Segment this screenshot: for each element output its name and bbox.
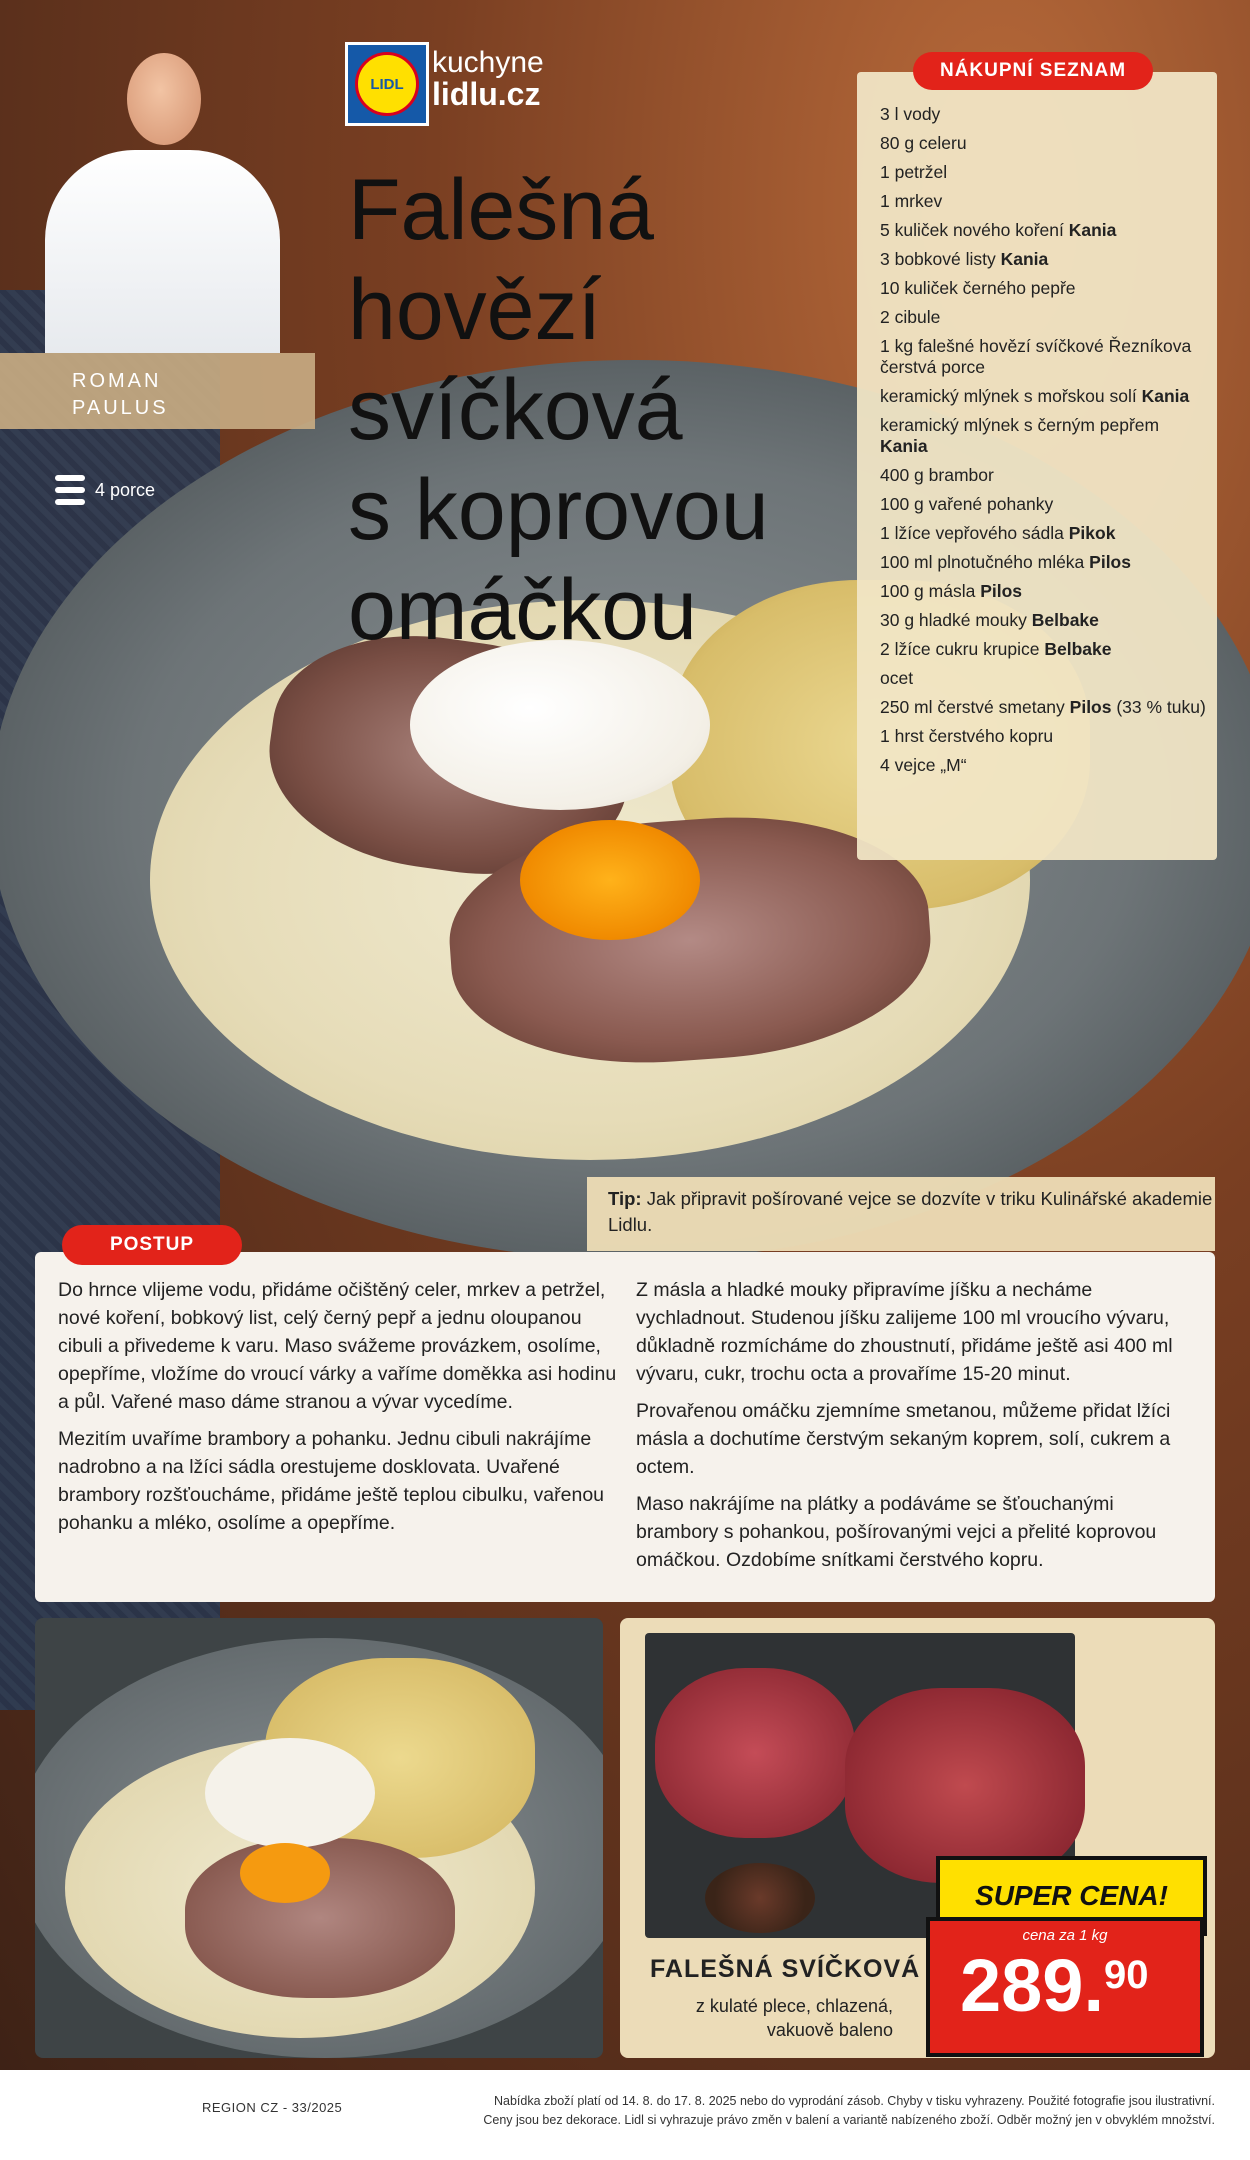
shopping-item bbox=[880, 552, 1210, 573]
poached-egg bbox=[410, 640, 710, 810]
steps-column-left bbox=[58, 1276, 618, 1546]
shopping-item-text: 30 g hladké mouky bbox=[880, 610, 1032, 630]
chef-jacket bbox=[45, 150, 280, 353]
shopping-item-text: 3 bobkové listy bbox=[880, 249, 1001, 269]
shopping-item-text: 10 kuliček černého pepře bbox=[880, 278, 1076, 298]
shopping-item-brand: Kania bbox=[1141, 386, 1190, 406]
product-description: z kulaté plece, chlazená, vakuově baleno bbox=[695, 1996, 893, 2040]
shopping-item-text: ocet bbox=[880, 668, 914, 688]
shopping-item bbox=[880, 133, 1210, 154]
shopping-item bbox=[880, 278, 1210, 299]
product-card[interactable] bbox=[620, 1618, 1215, 2058]
step-paragraph: Mezitím uvaříme brambory a pohanku. Jednu cibuli nakrájíme nadrobno a na lžíci sádla orestujeme dosklovata. Uvařené brambory rozšťoucháme, přidáme ještě teplou cibulku, vařenou pohanku a mléko, osolíme a opepříme. bbox=[58, 1428, 605, 1534]
shopping-item-brand: Pilos bbox=[1089, 552, 1131, 572]
shopping-item bbox=[880, 249, 1210, 270]
chef-last-name: PAULUS bbox=[72, 397, 169, 419]
step-paragraph: Z másla a hladké mouky připravíme jíšku a necháme vychladnout. Studenou jíšku zalijeme 100 ml vroucího vývaru, důkladně rozmícháme do zhoustnutí, přidáme ještě asi 400 ml vývaru, cukr, trochu octa a provaříme 15-20 minut. bbox=[636, 1279, 1173, 1385]
portions-label: 4 porce bbox=[95, 479, 156, 500]
shopping-item-text: keramický mlýnek s mořskou solí bbox=[880, 386, 1142, 406]
shopping-item bbox=[880, 104, 1210, 125]
shopping-item bbox=[880, 610, 1210, 631]
shopping-item-brand: Belbake bbox=[1044, 639, 1112, 659]
dish-photo bbox=[35, 1618, 603, 2058]
shopping-item-text: 100 g vařené pohanky bbox=[880, 494, 1054, 514]
disclaimer bbox=[360, 2092, 1215, 2130]
peppercorns bbox=[705, 1863, 815, 1933]
shopping-item-brand: Kania bbox=[880, 436, 928, 456]
plates-stack-icon bbox=[55, 475, 85, 505]
price-tag bbox=[926, 1917, 1204, 2057]
shopping-item-text: 2 cibule bbox=[880, 307, 941, 327]
shopping-item-text: 80 g celeru bbox=[880, 133, 967, 153]
site-brand[interactable] bbox=[432, 48, 544, 110]
shopping-item bbox=[880, 415, 1210, 457]
brand-line2: lidlu.cz bbox=[432, 76, 541, 112]
chef-name bbox=[72, 368, 169, 422]
shopping-item bbox=[880, 465, 1210, 486]
chef-photo bbox=[45, 45, 280, 353]
shopping-item bbox=[880, 220, 1210, 241]
shopping-item bbox=[880, 755, 1210, 776]
shopping-item-text: 1 petržel bbox=[880, 162, 948, 182]
portions bbox=[55, 475, 155, 505]
shopping-item-brand: Kania bbox=[1068, 220, 1117, 240]
step-paragraph: Maso nakrájíme na plátky a podáváme se šťouchanými brambory s pohankou, pošírovanými vejci a přelité koprovou omáčkou. Ozdobíme snítkami čerstvého kopru. bbox=[636, 1493, 1157, 1571]
title-line: omáčkou bbox=[348, 562, 697, 658]
price bbox=[960, 1944, 1149, 2027]
shopping-item-text: 250 ml čerstvé smetany bbox=[880, 697, 1070, 717]
shopping-item-text: 100 ml plnotučného mléka bbox=[880, 552, 1090, 572]
super-price-badge: SUPER CENA! bbox=[936, 1856, 1207, 1936]
shopping-item-text: 100 g másla bbox=[880, 581, 981, 601]
shopping-item-brand: Belbake bbox=[1031, 610, 1099, 630]
shopping-item-text: 5 kuliček nového koření bbox=[880, 220, 1069, 240]
price-unit: cena za 1 kg bbox=[1022, 1927, 1108, 1944]
shopping-item-text: 3 l vody bbox=[880, 104, 941, 124]
shopping-item bbox=[880, 726, 1210, 747]
shopping-item bbox=[880, 191, 1210, 212]
shopping-item-text: 1 lžíce vepřového sádla bbox=[880, 523, 1069, 543]
shopping-item bbox=[880, 336, 1210, 378]
shopping-list-badge: NÁKUPNÍ SEZNAM bbox=[913, 52, 1153, 90]
tip-body: Jak připravit pošírované vejce se dozvíte v triku Kulinářské akademie Lidlu. bbox=[608, 1188, 1213, 1235]
title-line: svíčková bbox=[348, 362, 683, 458]
price-decimal: 90 bbox=[1104, 1953, 1149, 1997]
shopping-item-brand: Pilos bbox=[980, 581, 1023, 601]
egg-yolk bbox=[240, 1843, 330, 1903]
shopping-item-text: 2 lžíce cukru krupice bbox=[880, 639, 1045, 659]
chef-first-name: ROMAN bbox=[72, 370, 162, 392]
shopping-item bbox=[880, 523, 1210, 544]
shopping-item-text: keramický mlýnek s černým pepřem bbox=[880, 415, 1160, 435]
shopping-item bbox=[880, 639, 1210, 660]
shopping-item-brand: Pilos bbox=[1069, 697, 1112, 717]
shopping-item bbox=[880, 386, 1210, 407]
steps-badge: POSTUP bbox=[62, 1225, 242, 1265]
shopping-item bbox=[880, 581, 1210, 602]
shopping-item-text: 1 hrst čerstvého kopru bbox=[880, 726, 1054, 746]
disclaimer-line: Nabídka zboží platí od 14. 8. do 17. 8. 2025 nebo do vyprodání zásob. Chyby v tisku vyhrazeny. Použité fotografie jsou ilustrativní. bbox=[493, 2094, 1215, 2108]
shopping-item bbox=[880, 494, 1210, 515]
price-main: 289. bbox=[960, 1944, 1105, 2027]
tip-text bbox=[608, 1186, 1213, 1238]
shopping-item bbox=[880, 668, 1210, 689]
shopping-item-text: 1 mrkev bbox=[880, 191, 943, 211]
step-paragraph: Do hrnce vlijeme vodu, přidáme očištěný celer, mrkev a petržel, nové koření, bobkový list, celý černý pepř a jednu oloupanou cibuli a přivedeme k varu. Maso svážeme provázkem, osolíme, opepříme, vložíme do vroucí várky a vaříme doměkka asi hodinu a půl. Vařené maso dáme stranou a vývar vycedíme. bbox=[58, 1279, 617, 1413]
raw-beef bbox=[845, 1688, 1085, 1883]
shopping-item-note: (33 % tuku) bbox=[1111, 697, 1206, 717]
title-line: Falešná bbox=[348, 162, 654, 258]
raw-beef bbox=[655, 1668, 855, 1838]
shopping-item-text: 400 g brambor bbox=[880, 465, 994, 485]
shopping-item bbox=[880, 697, 1210, 718]
lidl-logo-text: LIDL bbox=[355, 52, 419, 116]
recipe-title bbox=[348, 160, 769, 660]
chef-head bbox=[127, 53, 201, 145]
title-line: hovězí bbox=[348, 262, 602, 358]
title-line: s koprovou bbox=[348, 462, 769, 558]
shopping-item bbox=[880, 162, 1210, 183]
shopping-list bbox=[880, 104, 1210, 784]
steps-column-right bbox=[636, 1276, 1201, 1583]
brand-line1: kuchyne bbox=[432, 46, 544, 79]
shopping-item bbox=[880, 307, 1210, 328]
region-code: REGION CZ - 33/2025 bbox=[202, 2100, 343, 2115]
step-paragraph: Provařenou omáčku zjemníme smetanou, můžeme přidat lžíci másla a dochutíme čerstvým sekaným koprem, solí, cukrem a octem. bbox=[636, 1400, 1171, 1478]
tip-label: Tip: bbox=[608, 1188, 642, 1209]
shopping-item-brand: Kania bbox=[1000, 249, 1049, 269]
shopping-item-brand: Pikok bbox=[1068, 523, 1116, 543]
lidl-logo[interactable] bbox=[345, 42, 429, 126]
disclaimer-line: Ceny jsou bez dekorace. Lidl si vyhrazuje právo změn v balení a variantě nabízeného zboží. Odběr možný jen v obvyklém množství. bbox=[483, 2113, 1215, 2127]
shopping-item-text: 1 kg falešné hovězí svíčkové Řezníkova čerstvá porce bbox=[880, 336, 1192, 377]
egg-yolk bbox=[520, 820, 700, 940]
shopping-item-text: 4 vejce „M“ bbox=[880, 755, 967, 775]
product-name: FALEŠNÁ SVÍČKOVÁ bbox=[650, 1955, 921, 1983]
poached-egg bbox=[205, 1738, 375, 1848]
